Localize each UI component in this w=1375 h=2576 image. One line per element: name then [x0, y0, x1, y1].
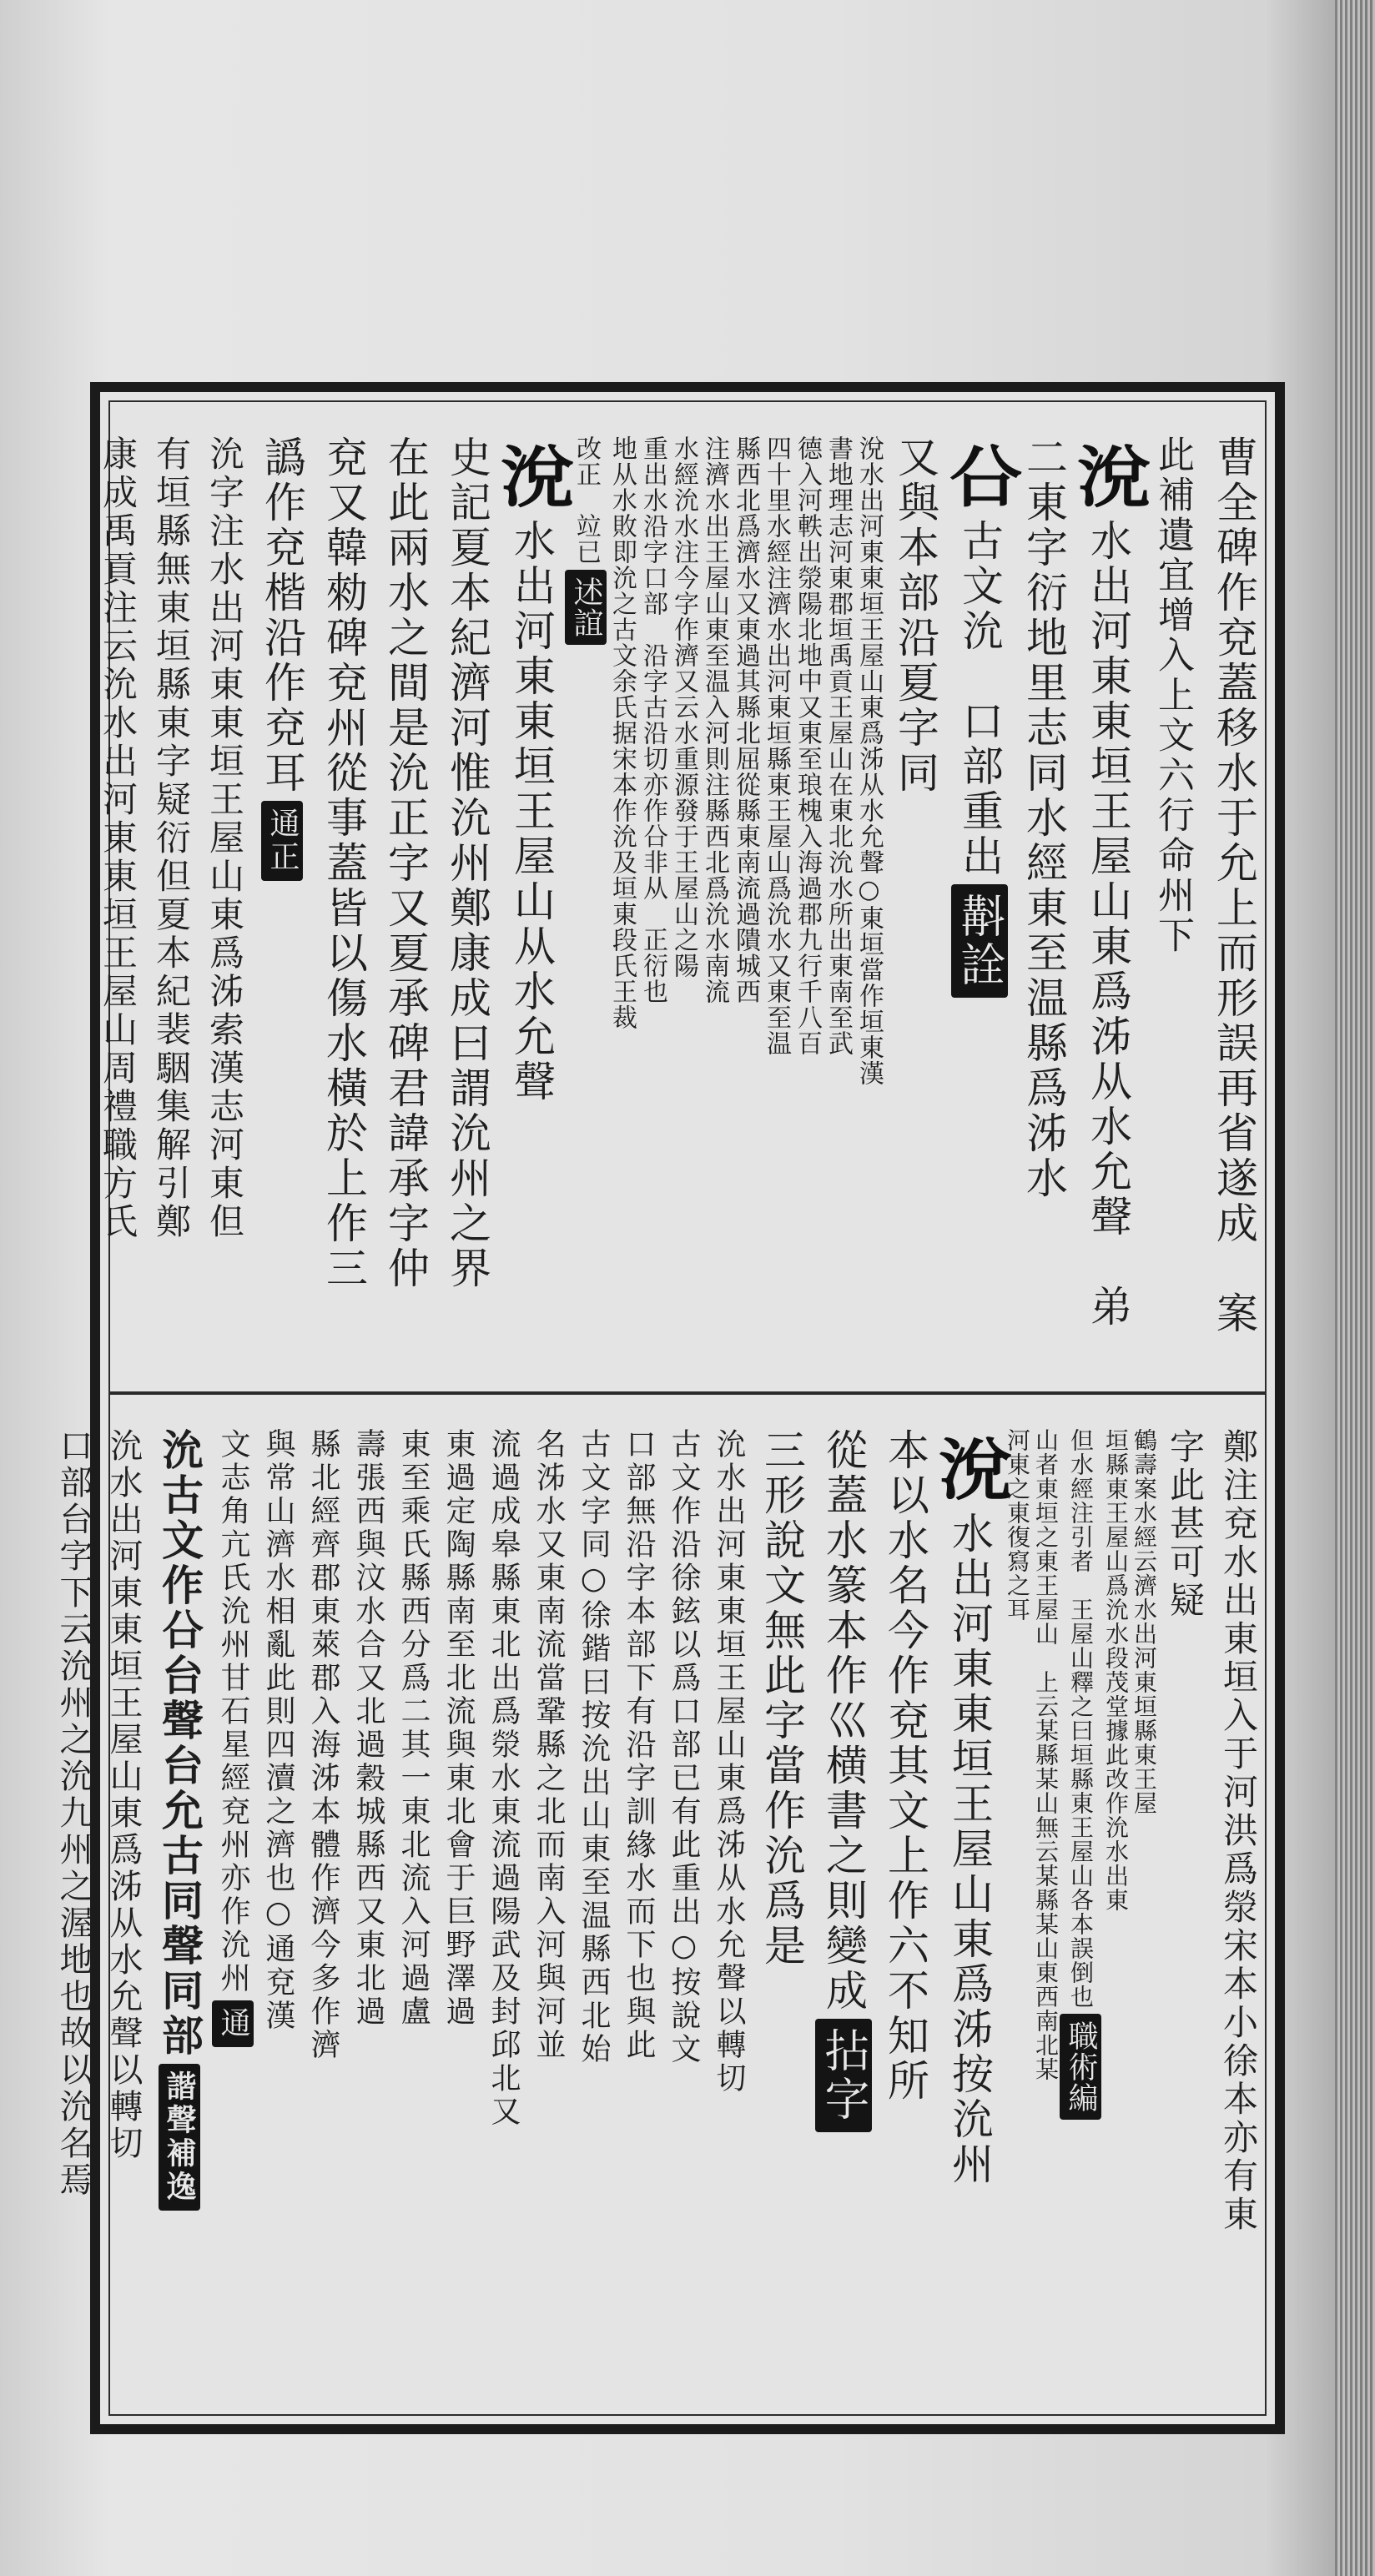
- entry-text: 水出河東東垣王屋山从水允聲: [507, 519, 556, 1104]
- note-column: [1060, 1395, 1101, 2434]
- text-column: 兗又韓勑碑兗州從事蓋皆以傷水橫於上作三: [320, 435, 368, 1291]
- entry-column: [936, 402, 1023, 1391]
- text-column: 口部無沿字本部下有沿字訓緣水而下也與此: [622, 1428, 656, 2062]
- source-tag: 諧聲補逸: [159, 2064, 200, 2211]
- note-column: 地从水敗即沇之古文余氏据宋本作沇及垣東段氏王裁: [607, 435, 637, 1030]
- text-column: [813, 1395, 874, 2434]
- text-column: 曹全碑作兗蓋移水于允上而形誤再省遂成 案: [1210, 435, 1258, 1336]
- text-column: 壽張西與汶水合又北過穀城縣西又東北過: [351, 1428, 385, 2029]
- source-tag: 述誼: [565, 570, 607, 645]
- text-column: 沇字注水出河東東垣王屋山東爲泲索漢志河東但: [204, 435, 245, 1241]
- text-run: 譌作兗楷沿作兗耳: [258, 435, 306, 796]
- text-run: 文志角亢氏沇州甘石星經兗州亦作沇州: [216, 1428, 250, 1995]
- note-column: 德入河軼出滎陽北地中又東至琅槐入海過郡九行千八百: [793, 435, 822, 1056]
- source-tag: 拈字: [815, 2019, 872, 2132]
- source-tag: 斠詮: [951, 884, 1008, 998]
- bottom-section: [54, 1395, 1265, 2434]
- text-column: 沇水出河東東垣王屋山東爲泲从水允聲以轉切: [712, 1428, 746, 2096]
- book-binding-edge: [1335, 0, 1375, 2576]
- note-column: 書地理志河東郡垣禹貢王屋山在東北沇水所出東南至武: [823, 435, 853, 1056]
- note-column: [565, 402, 607, 1391]
- note-column: 鶴壽案水經云濟水出河東垣縣東王屋: [1131, 1428, 1158, 1815]
- frame-inner-border: [54, 400, 1267, 2416]
- text-column: 古文字同○徐鍇曰按沇出山東至温縣西北始: [577, 1428, 611, 2066]
- note-text: 改正 竝已: [572, 435, 601, 565]
- text-column: 與常山濟水相亂此則四瀆之濟也○通兗漢: [261, 1428, 295, 2033]
- text-column: 本以水名今作兗其文上作六不知所: [881, 1428, 929, 2104]
- note-text: 但水經注引者 王屋山釋之曰垣縣東王屋山各本誤倒也: [1067, 1428, 1095, 2009]
- entry-column: [488, 402, 575, 1391]
- entry-heading-column: [149, 1395, 210, 2434]
- source-tag: 職術編: [1060, 2014, 1101, 2120]
- text-column: 沇水出河東東垣王屋山東爲泲从水允聲以轉切: [104, 1428, 143, 2162]
- seal-character: 涗: [488, 442, 575, 512]
- seal-character: 涗: [926, 1435, 1013, 1505]
- note-column: 河東之東復寫之耳: [1004, 1428, 1031, 1622]
- text-column: 史記夏本紀濟河惟沇州鄭康成曰謂沇州之界: [443, 435, 491, 1291]
- text-column: 字此甚可疑: [1165, 1428, 1206, 1620]
- text-column: 又與本部沿夏字同: [891, 435, 939, 796]
- text-column: 在此兩水之間是沇正字又夏承碑君諱承字仲: [381, 435, 430, 1291]
- text-run: 從蓋水篆本作巛横書之則變成: [819, 1428, 868, 2014]
- note-column: 注濟水出王屋山東至温入河則注縣西北爲沇水南流: [700, 435, 729, 1004]
- text-column: [210, 1395, 255, 2434]
- entry-text: 水出河東東垣王屋山東爲泲从水允聲 弟: [1084, 519, 1132, 1330]
- text-column: 古文作沿徐鉉以爲口部已有此重出○按說文: [667, 1428, 701, 2066]
- text-column: 流過成皋縣東北出爲滎水東流過陽武及封邱北又: [486, 1428, 521, 2129]
- note-column: 山者東垣之東王屋山 上云某縣某山無云某縣某山東西南北某: [1032, 1428, 1060, 2081]
- seal-character: 㕣: [936, 442, 1023, 512]
- text-column: 口部台字下云沇州之沇九州之渥地也故以沇名焉: [54, 1428, 93, 2199]
- text-column: [251, 402, 313, 1391]
- text-column: 三形說文無此字當作沇爲是: [758, 1428, 806, 1969]
- page-frame: [54, 382, 1285, 2434]
- text-column: 東至乘氏縣西分爲二其一東北流入河過盧: [396, 1428, 431, 2029]
- entry-column: [926, 1395, 1013, 2434]
- text-column: 縣北經齊郡東萊郡入海泲本體作濟今多作濟: [306, 1428, 340, 2062]
- entry-column: [1065, 402, 1151, 1391]
- note-column: 縣西北爲濟水又東過其縣北屈從縣東南流過隤城西: [731, 435, 760, 1004]
- top-section: [98, 402, 1265, 1391]
- seal-character: 涗: [1065, 442, 1151, 512]
- text-column: 二東字衍地里志同水經東至温縣爲泲水: [1020, 435, 1068, 1201]
- note-column: 涗水出河東東垣王屋山東爲泲从水允聲○東垣當作垣東漢: [854, 435, 884, 1086]
- note-column: 四十里水經注濟水出河東垣縣東王屋山爲沇水又東至温: [762, 435, 791, 1056]
- text-column: 康成禹貢注云沇水出河東東垣王屋山周禮職方氏: [98, 435, 139, 1241]
- entry-text: 古文沇 口部重出: [955, 519, 1004, 879]
- entry-text: 水出河東東垣王屋山東爲泲按沇州: [945, 1512, 994, 2187]
- text-column: 名泲水又東南流當鞏縣之北而南入河與河並: [531, 1428, 566, 2062]
- note-column: 重出水沿字口部 沿字古沿切亦作㕣非从 正衍也: [638, 435, 667, 1004]
- source-tag: 通: [212, 2000, 254, 2047]
- note-column: 垣縣東王屋山爲沇水段茂堂據此改作沇水出東: [1102, 1428, 1130, 1912]
- entry-heading: 沇古文作㕣台聲台允古同聲同部: [155, 1428, 204, 2059]
- text-column: 鄭注兗水出東垣入于河洪爲滎宋本小徐本亦有東: [1218, 1428, 1259, 2234]
- text-column: 有垣縣無東垣縣東字疑衍但夏本紀裴駰集解引鄭: [151, 435, 192, 1241]
- note-column: 水經沇水注今字作濟又云水重源發于王屋山之陽: [669, 435, 698, 979]
- source-tag: 通正: [261, 801, 303, 881]
- text-column: 此補遺宜增入上文六行命州下: [1151, 435, 1194, 956]
- text-column: 東過定陶縣南至北流與東北會于巨野澤過: [441, 1428, 476, 2029]
